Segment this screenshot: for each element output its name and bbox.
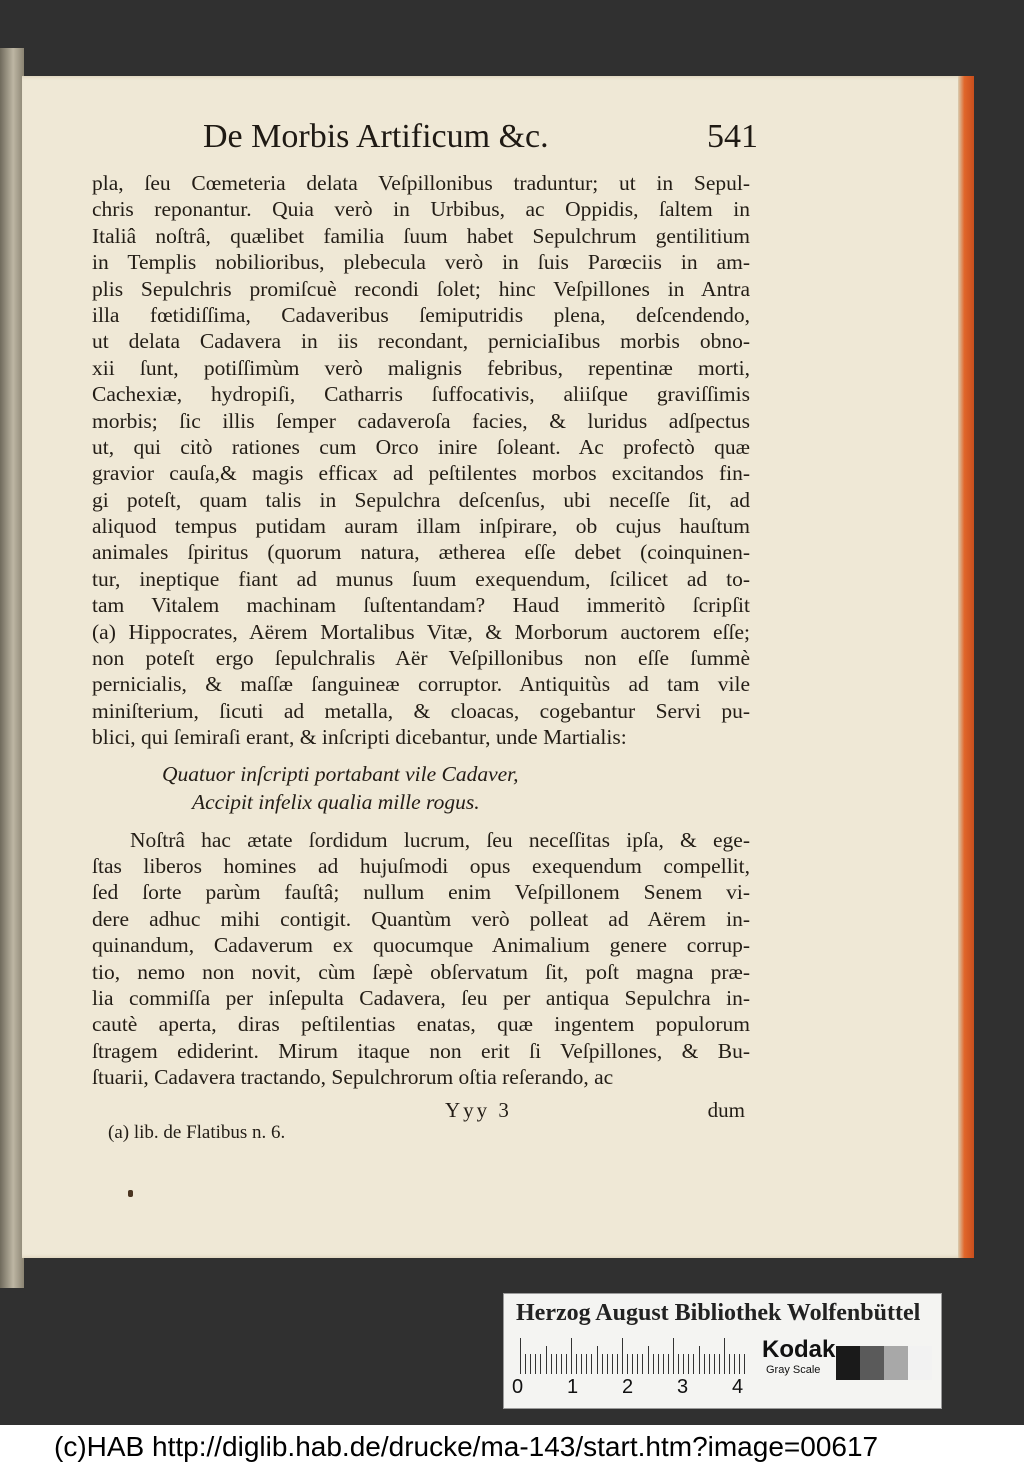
ruler-tick [632, 1354, 633, 1374]
text-line: morbis; ſic illis ſemper cadaveroſa facies, & luridus adſpectus [92, 408, 750, 433]
scale-number: 4 [732, 1376, 744, 1398]
ruler-tick [739, 1354, 740, 1374]
text-line: gravior cauſa,& magis efficax ad peſtilentes morbos excitandos fin- [92, 461, 750, 486]
text-line: gi poteſt, quam talis in Sepulchra deſcenſus, ubi neceſſe ſit, ad [92, 487, 750, 512]
ruler-tick [719, 1354, 720, 1374]
ruler-tick [663, 1354, 664, 1374]
ruler-tick [724, 1338, 725, 1374]
ruler-tick [617, 1354, 618, 1374]
text-line: non poteſt ergo ſepulchralis Aër Veſpillonibus non eſſe ſummè [92, 646, 750, 671]
ruler-tick [520, 1338, 521, 1374]
text-line: ſtas liberos homines ad hujuſmodi opus exequendum compellit, [92, 853, 750, 878]
ruler-tick [642, 1354, 643, 1374]
text-line: xii ſunt, potiſſimùm verò malignis febribus, repentinæ morti, [92, 355, 750, 380]
ruler-tick [729, 1354, 730, 1374]
text-line: aliquod tempus putidam auram illam inſpirare, ob cujus hauſtum [92, 514, 750, 539]
text-line: dere adhuc mihi contigit. Quantùm verò polleat ad Aërem in- [92, 906, 750, 931]
ruler-tick [576, 1354, 577, 1374]
text-line: (a) Hippocrates, Aërem Mortalibus Vitæ, & Morborum auctorem eſſe; [92, 619, 750, 644]
footnote: (a) lib. de Flatibus n. 6. [108, 1122, 286, 1143]
page-header [203, 118, 758, 166]
page-number: 541 [707, 118, 758, 155]
source-footer [0, 1425, 1024, 1470]
text-line: tio, nemo non novit, cùm ſæpè obſervatum ſit, poſt magna præ- [92, 959, 750, 984]
ruler-tick [551, 1354, 552, 1374]
ruler-tick [688, 1354, 689, 1374]
ruler-tick [556, 1354, 557, 1374]
scale-number: 0 [512, 1376, 524, 1398]
kodak-subtitle: Gray Scale [766, 1364, 821, 1376]
ruler-tick [586, 1354, 587, 1374]
ruler-tick [612, 1354, 613, 1374]
body-text [92, 170, 750, 1091]
text-line: animales ſpiritus (quorum natura, ætherea eſſe debet (coinquinen- [92, 540, 750, 565]
scale-number: 2 [622, 1376, 634, 1398]
ink-speck [128, 1190, 133, 1197]
text-line: ſtragem ediderint. Mirum itaque non erit ſi Veſpillones, & Bu- [92, 1038, 750, 1063]
ruler-tick [540, 1354, 541, 1374]
previous-page-edge [0, 48, 24, 1288]
ruler-tick [693, 1354, 694, 1374]
text-line: in Templis nobilioribus, plebecula verò in ſuis Parœciis in am- [92, 250, 750, 275]
ruler-tick [668, 1354, 669, 1374]
text-line: tam Vitalem machinam ſuſtentandam? Haud immeritò ſcripſit [92, 593, 750, 618]
ruler-tick [699, 1346, 700, 1374]
paragraph-before-verse [92, 170, 750, 751]
verse-line: Quatuor inſcripti portabant vile Cadaver, [162, 761, 519, 786]
ruler-tick [704, 1354, 705, 1374]
library-name: Herzog August Bibliothek Wolfenbüttel [516, 1300, 921, 1326]
verse-line: Accipit infelix qualia mille rogus. [192, 789, 480, 814]
text-line: chris reponantur. Quia verò in Urbibus, ac Oppidis, ſaltem in [92, 197, 750, 222]
ruler-tick [581, 1354, 582, 1374]
ruler-tick [591, 1354, 592, 1374]
catchword: dum [707, 1098, 745, 1122]
ruler-tick [622, 1338, 623, 1374]
gray-scale-patches [836, 1346, 932, 1380]
text-line: plis Sepulchris promiſcuè recondi ſolet; hinc Veſpillones in Antra [92, 276, 750, 301]
text-line: tur, ineptique fiant ad munus ſuum exequendum, ſcilicet ad to- [92, 566, 750, 591]
text-line: quinandum, Cadaverum ex quocumque Animalium genere corrup- [92, 933, 750, 958]
ruler-tick [673, 1338, 674, 1374]
library-color-card [503, 1293, 942, 1409]
ruler-tick [627, 1354, 628, 1374]
ruler-tick [561, 1354, 562, 1374]
gray-patch [860, 1346, 884, 1380]
kodak-logo: Kodak [762, 1336, 836, 1363]
text-line: ſed ſorte parùm fauſtâ; nullum enim Veſpillonem Senem vi- [92, 880, 750, 905]
signature-mark: Yyy 3 [445, 1098, 512, 1122]
text-line: pernicialis, & maſſæ ſanguineæ corruptor. Antiquitùs ad tam vile [92, 672, 750, 697]
text-line: ut, qui citò rationes cum Orco inire ſoleant. Ac profectò quæ [92, 434, 750, 459]
ruler-tick [607, 1354, 608, 1374]
ruler-tick [571, 1338, 572, 1374]
ruler-tick [597, 1346, 598, 1374]
ruler-tick [566, 1354, 567, 1374]
signature-line [445, 1098, 745, 1126]
gray-patch [836, 1346, 860, 1380]
text-line: lia commiſſa per inſepulta Cadavera, ſeu per antiqua Sepulchra in- [92, 985, 750, 1010]
ruler-tick [683, 1354, 684, 1374]
running-title: De Morbis Artificum &c. [203, 118, 549, 155]
text-line: Noſtrâ hac ætate ſordidum lucrum, ſeu neceſſitas ipſa, & ege- [130, 827, 750, 852]
ruler-tick [714, 1354, 715, 1374]
ruler-tick [653, 1354, 654, 1374]
ruler-tick [678, 1354, 679, 1374]
source-url: (c)HAB http://diglib.hab.de/drucke/ma-143/start.htm?image=00617 [54, 1431, 879, 1462]
text-line: blici, qui ſemiraſi erant, & inſcripti dicebantur, unde Martialis: [92, 725, 627, 750]
ruler-tick [602, 1354, 603, 1374]
ruler-tick [637, 1354, 638, 1374]
ruler-tick [658, 1354, 659, 1374]
ruler-tick [744, 1354, 745, 1374]
text-line: ſtuarii, Cadavera tractando, Sepulchrorum oſtia reſerando, ac [92, 1065, 614, 1090]
gray-patch [884, 1346, 908, 1380]
ruler-tick [525, 1354, 526, 1374]
scale-number: 1 [567, 1376, 579, 1398]
scale-number: 3 [677, 1376, 689, 1398]
page-gilt-edge [958, 76, 974, 1258]
text-line: ut delata Cadavera in iis recondant, perniciaIibus morbis obno- [92, 329, 750, 354]
text-line: illa fœtidiſſima, Cadaveribus ſemiputridis plena, deſcendendo, [92, 302, 750, 327]
ruler-tick [734, 1354, 735, 1374]
text-line: miniſterium, ſicuti ad metalla, & cloacas, cogebantur Servi pu- [92, 698, 750, 723]
paragraph-after-verse [92, 827, 750, 1091]
verse-quotation [92, 761, 750, 817]
scale-ruler [516, 1336, 746, 1374]
text-line: Italiâ noſtrâ, quælibet familia ſuum habet Sepulchrum gentilitium [92, 223, 750, 248]
ruler-tick [648, 1346, 649, 1374]
ruler-tick [530, 1354, 531, 1374]
text-line: Cachexiæ, hydropiſi, Catharris ſuffocativis, aliiſque graviſſimis [92, 382, 750, 407]
gray-patch [908, 1346, 932, 1380]
text-line: pla, ſeu Cœmeteria delata Veſpillonibus traduntur; ut in Sepul- [92, 171, 750, 195]
text-line: cautè aperta, diras peſtilentias enatas, quæ ingentem populorum [92, 1012, 750, 1037]
ruler-tick [546, 1346, 547, 1374]
ruler-tick [535, 1354, 536, 1374]
scale-labels [512, 1376, 752, 1400]
ruler-tick [709, 1354, 710, 1374]
